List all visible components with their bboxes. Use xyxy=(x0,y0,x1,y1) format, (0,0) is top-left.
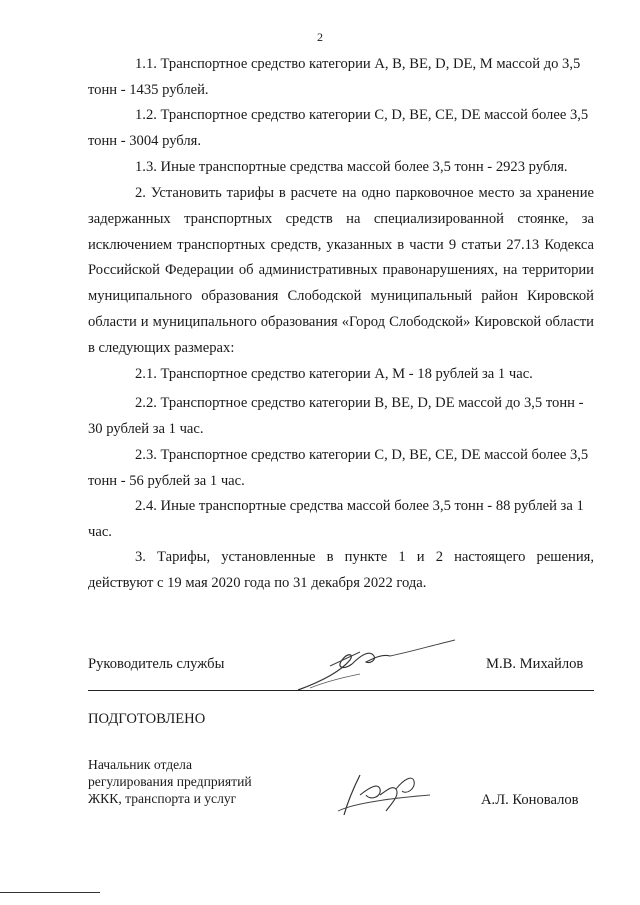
prepared-label: ПОДГОТОВЛЕНО xyxy=(88,711,206,727)
paragraph-2-3: 2.3. Транспортное средство категории C, D, BE, CE, DE массой более 3,5 тонн - 56 рублей за 1 час. xyxy=(88,447,589,489)
signer-name-main: М.В. Михайлов xyxy=(486,656,584,672)
signer-position-main: Руководитель службы xyxy=(88,656,225,672)
prepared-position xyxy=(88,756,252,807)
prepared-position-line-2: регулирования предприятий xyxy=(88,774,252,789)
page-number: 2 xyxy=(317,30,323,44)
divider-line xyxy=(88,690,594,691)
paragraph-1-1: 1.1. Транспортное средство категории A, B, BE, D, DE, M массой до 3,5 тонн - 1435 рублей. xyxy=(88,56,581,98)
paragraph-2: 2. Установить тарифы в расчете на одно парковочное место за хранение задержанных транспортных средств на специализированной стоянке, за исключением транспортных средств, указанных в части 9 статьи 27.13 Кодекса Российской Федерации об административных правонарушениях, на территории муниципального образования Слободской муниципальный район Кировской области и муниципального образования «Город Слободской» Кировской области в следующих размерах: xyxy=(88,185,594,356)
paragraph-2-4: 2.4. Иные транспортные средства массой более 3,5 тонн - 88 рублей за 1 час. xyxy=(88,498,584,540)
paragraph-2-1: 2.1. Транспортное средство категории A, M - 18 рублей за 1 час. xyxy=(135,366,533,382)
signer-name-prepared: А.Л. Коновалов xyxy=(481,792,579,808)
prepared-position-line-3: ЖКК, транспорта и услуг xyxy=(88,791,237,806)
paragraph-1-3: 1.3. Иные транспортные средства массой более 3,5 тонн - 2923 рубля. xyxy=(135,159,568,175)
paragraph-3: 3. Тарифы, установленные в пункте 1 и 2 настоящего решения, действуют с 19 мая 2020 года по 31 декабря 2022 года. xyxy=(88,549,594,591)
paragraph-1-2: 1.2. Транспортное средство категории C, D, BE, CE, DE массой более 3,5 тонн - 3004 рубля. xyxy=(88,107,589,149)
footer-line xyxy=(0,892,100,893)
paragraph-2-2: 2.2. Транспортное средство категории B, BE, D, DE массой до 3,5 тонн - 30 рублей за 1 час. xyxy=(88,395,584,437)
handwritten-signature-prepared xyxy=(330,765,440,825)
prepared-position-line-1: Начальник отдела xyxy=(88,757,192,772)
